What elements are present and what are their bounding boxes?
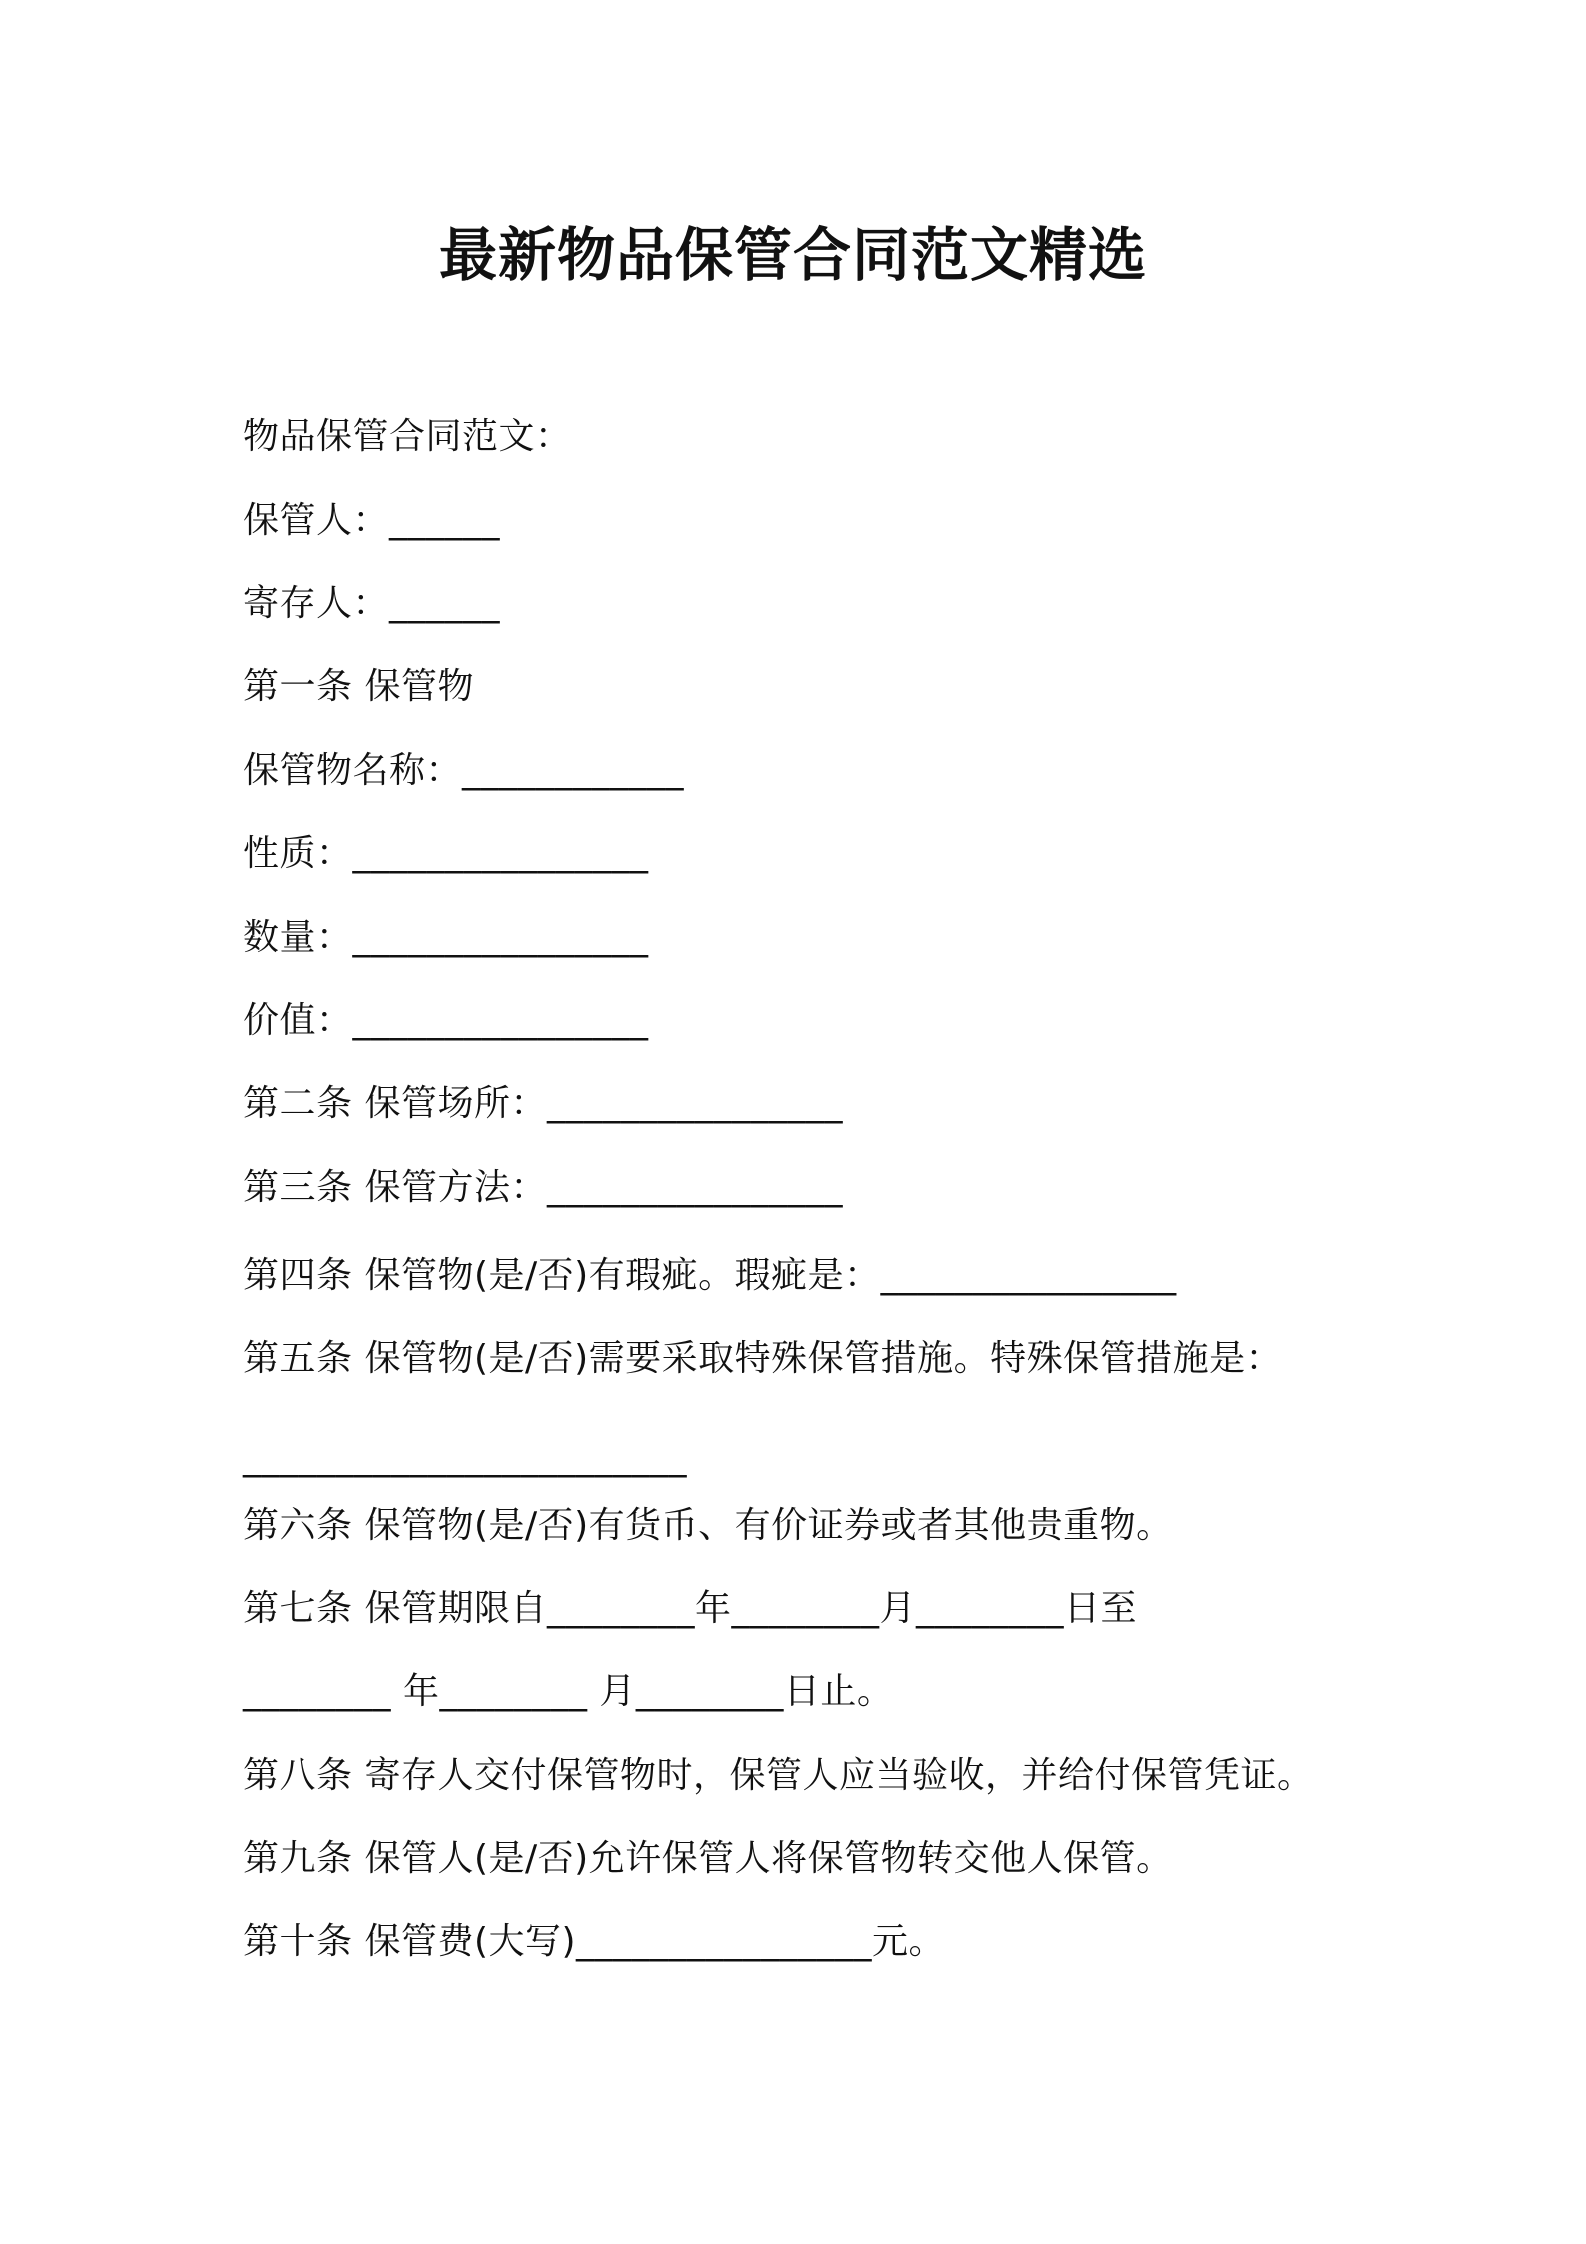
depositor-line: 寄存人：______ (243, 583, 501, 624)
intro-heading: 物品保管合同范文： (243, 416, 572, 457)
article-10-line: 第十条 保管费(大写)________________元。 (243, 1921, 946, 1962)
item-nature-line: 性质：________________ (243, 833, 649, 874)
article-2-line: 第二条 保管场所：________________ (243, 1083, 843, 1124)
item-value-line: 价值：________________ (243, 1000, 649, 1041)
article-5-blank: ________________________ (243, 1437, 687, 1478)
article-9-line: 第九条 保管人(是/否)允许保管人将保管物转交他人保管。 (243, 1838, 1173, 1879)
article-3-line: 第三条 保管方法：________________ (243, 1167, 843, 1208)
item-name-line: 保管物名称：____________ (243, 750, 685, 791)
document-title: 最新物品保管合同范文精选 (438, 221, 1147, 289)
article-6-line: 第六条 保管物(是/否)有货币、有价证券或者其他贵重物。 (243, 1505, 1173, 1546)
article-7-continuation: ________ 年________ 月________日止。 (243, 1671, 894, 1712)
article-8-line: 第八条 寄存人交付保管物时，保管人应当验收，并给付保管凭证。 (243, 1755, 1314, 1796)
article-4-line: 第四条 保管物(是/否)有瑕疵。瑕疵是：________________ (243, 1255, 1177, 1296)
item-quantity-line: 数量：________________ (243, 917, 649, 958)
custodian-line: 保管人：______ (243, 500, 501, 541)
article-5-line: 第五条 保管物(是/否)需要采取特殊保管措施。特殊保管措施是： (243, 1338, 1283, 1379)
article-7-line: 第七条 保管期限自________年________月________日至 (243, 1588, 1137, 1629)
article-1-heading: 第一条 保管物 (243, 666, 474, 707)
